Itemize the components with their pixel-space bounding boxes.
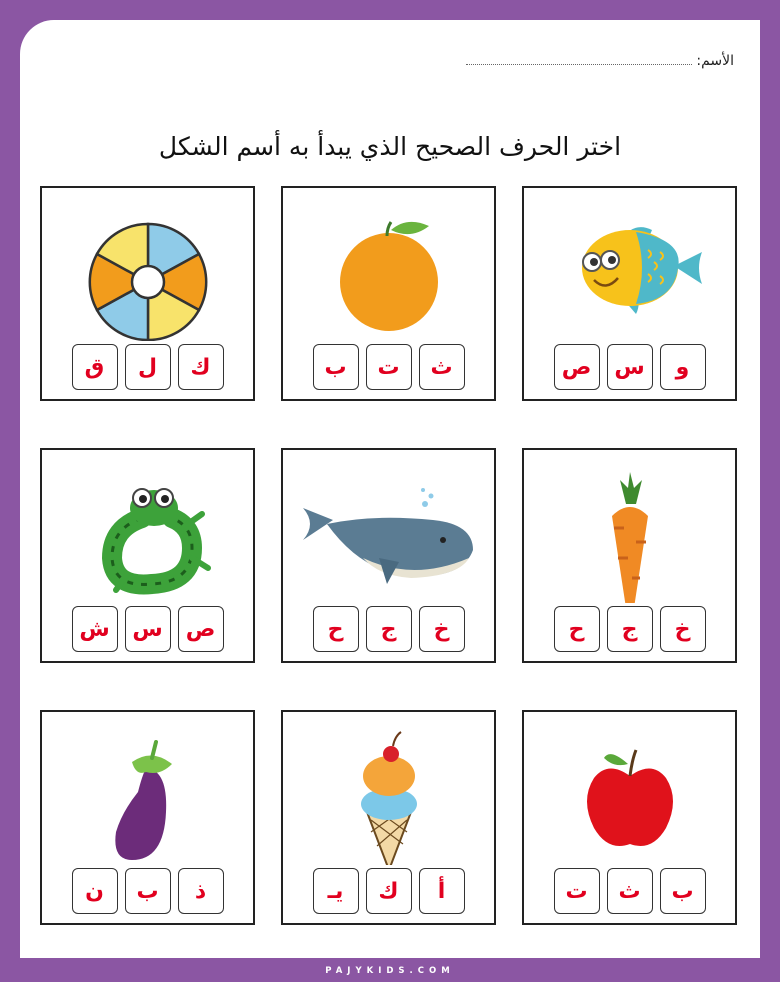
letter-choice[interactable]: أ <box>419 868 465 914</box>
letter-choice[interactable]: ح <box>554 606 600 652</box>
letter-choice[interactable]: ك <box>178 344 224 390</box>
card-apple <box>522 710 737 925</box>
fish-icon <box>524 196 735 341</box>
letter-choice[interactable]: ق <box>72 344 118 390</box>
letter-choices <box>42 606 253 652</box>
letter-choices <box>42 868 253 914</box>
letter-choices <box>283 606 494 652</box>
name-label: الأسم: <box>696 53 734 69</box>
letter-choices <box>524 868 735 914</box>
name-input-line[interactable] <box>466 52 692 65</box>
letter-choice[interactable]: خ <box>660 606 706 652</box>
letter-choice[interactable]: ب <box>125 868 171 914</box>
letter-choice[interactable]: ت <box>366 344 412 390</box>
letter-choice[interactable]: ح <box>313 606 359 652</box>
card-whale <box>281 448 496 663</box>
card-carrot <box>522 448 737 663</box>
letter-choice[interactable]: ش <box>72 606 118 652</box>
carrot-icon <box>524 458 735 603</box>
letter-choices <box>42 344 253 390</box>
letter-choice[interactable]: ث <box>419 344 465 390</box>
site-footer: PAJYKIDS.COM <box>325 966 455 976</box>
apple-icon <box>524 720 735 865</box>
letter-choices <box>283 868 494 914</box>
card-ball <box>40 186 255 401</box>
name-field-row <box>466 52 734 69</box>
letter-choice[interactable]: ص <box>178 606 224 652</box>
letter-choice[interactable]: س <box>607 344 653 390</box>
lizard-icon <box>42 458 253 603</box>
worksheet <box>20 20 760 958</box>
card-eggplant <box>40 710 255 925</box>
letter-choice[interactable]: س <box>125 606 171 652</box>
letter-choices <box>524 344 735 390</box>
letter-choice[interactable]: ب <box>660 868 706 914</box>
letter-choices <box>524 606 735 652</box>
letter-choice[interactable]: ج <box>366 606 412 652</box>
card-orange <box>281 186 496 401</box>
letter-choice[interactable]: ت <box>554 868 600 914</box>
orange-icon <box>283 196 494 341</box>
letter-choice[interactable]: ث <box>607 868 653 914</box>
ice-cream-icon <box>283 720 494 865</box>
letter-choice[interactable]: ل <box>125 344 171 390</box>
card-ice-cream <box>281 710 496 925</box>
whale-icon <box>283 458 494 603</box>
letter-choice[interactable]: يـ <box>313 868 359 914</box>
ball-icon <box>42 196 253 341</box>
card-fish <box>522 186 737 401</box>
letter-choice[interactable]: ن <box>72 868 118 914</box>
letter-choice[interactable]: و <box>660 344 706 390</box>
letter-choice[interactable]: ذ <box>178 868 224 914</box>
card-lizard <box>40 448 255 663</box>
letter-choices <box>283 344 494 390</box>
letter-choice[interactable]: ص <box>554 344 600 390</box>
letter-choice[interactable]: ك <box>366 868 412 914</box>
page-title: اختر الحرف الصحيح الذي يبدأ به أسم الشكل <box>158 132 622 161</box>
letter-choice[interactable]: ب <box>313 344 359 390</box>
letter-choice[interactable]: ج <box>607 606 653 652</box>
letter-choice[interactable]: خ <box>419 606 465 652</box>
eggplant-icon <box>42 720 253 865</box>
